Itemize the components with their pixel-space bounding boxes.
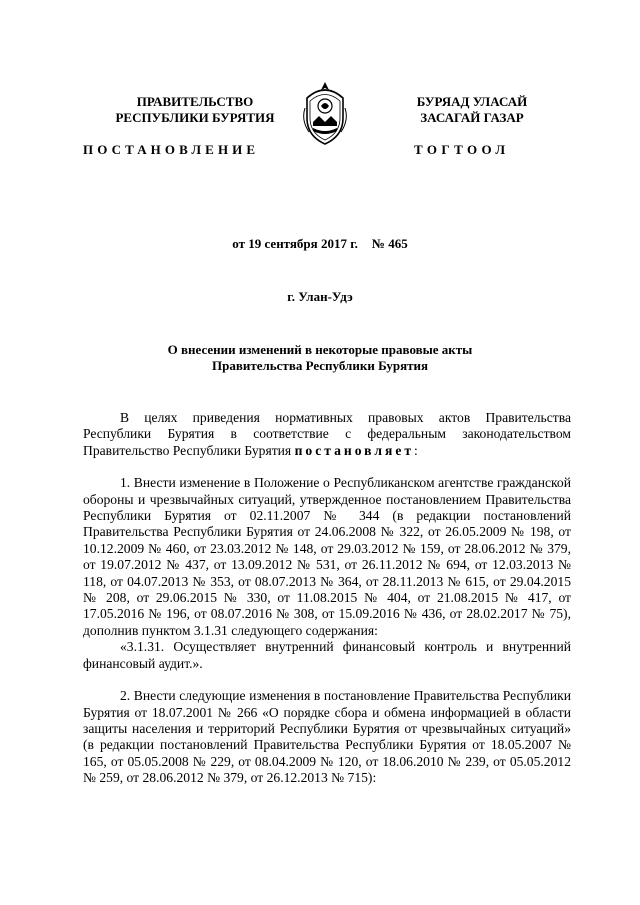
intro-end: : <box>414 442 418 458</box>
coat-of-arms-icon <box>301 78 349 148</box>
header-right-line1: БУРЯАД УЛАСАЙ <box>416 94 528 109</box>
header-right <box>372 94 572 126</box>
decree-word: постановляет <box>294 442 415 458</box>
document-body <box>83 410 571 787</box>
header-left-line1: ПРАВИТЕЛЬСТВО <box>136 94 254 109</box>
doctype-left: ПОСТАНОВЛЕНИЕ <box>83 142 260 157</box>
document-city: г. Улан-Удэ <box>287 289 353 304</box>
doctype-right: ТОГТООЛ <box>414 142 510 157</box>
header-right-line2: ЗАСАГАЙ ГАЗАР <box>420 110 524 125</box>
intro-text: В целях приведения нормативных правовых актов Правительства Республики Бурятия в соответствие с федеральным законодательством Правительство Республики Бурятия <box>83 410 571 458</box>
document-date: от 19 сентября 2017 г. <box>232 236 358 251</box>
document-dateline <box>0 236 640 252</box>
title-line2: Правительства Республики Бурятия <box>211 358 429 373</box>
paragraph-1-quote: «3.1.31. Осуществляет внутренний финансовый контроль и внутренний финансовый аудит.». <box>83 639 571 671</box>
paragraph-2: 2. Внести следующие изменения в постановление Правительства Республики Бурятия от 18.07.2001 № 266 «О порядке сбора и обмена информацией в области защиты населения и территорий Республики Бурятия от чрезвычайных ситуаций» (в редакции постановлений Правительства Республики Бурятия от 18.05.2007 № 165, от 05.05.2008 № 229, от 08.04.2009 № 120, от 18.06.2010 № 239, от 05.05.2012 № 259, от 28.06.2012 № 379, от 26.12.2013 № 715): <box>83 688 571 786</box>
title-line1: О внесении изменений в некоторые правовые акты <box>167 342 473 357</box>
document-number: № 465 <box>371 236 408 251</box>
header-left-line2: РЕСПУБЛИКИ БУРЯТИЯ <box>115 110 275 125</box>
document-title <box>0 342 640 374</box>
header-left <box>80 94 310 126</box>
intro-paragraph <box>83 410 571 459</box>
paragraph-1: 1. Внести изменение в Положение о Республиканском агентстве гражданской обороны и чрезвычайных ситуаций, утвержденное постановлением Правительства Республики Бурятия от 02.11.2007 № 344 (в редакции постановлений Правительства Республики Бурятия от 24.06.2008 № 322, от 26.05.2009 № 198, от 10.12.2009 № 460, от 23.03.2012 № 148, от 29.03.2012 № 159, от 28.06.2012 № 379, от 19.07.2012 № 437, от 13.09.2012 № 531, от 26.11.2012 № 694, от 12.03.2013 № 118, от 04.07.2013 № 353, от 08.07.2013 № 364, от 28.11.2013 № 615, от 29.04.2015 № 208, от 29.06.2015 № 330, от 11.08.2015 № 404, от 21.08.2015 № 417, от 17.05.2016 № 196, от 08.07.2016 № 308, от 15.09.2016 № 436, от 28.02.2017 № 75), дополнив пунктом 3.1.31 следующего содержания: <box>83 475 571 638</box>
